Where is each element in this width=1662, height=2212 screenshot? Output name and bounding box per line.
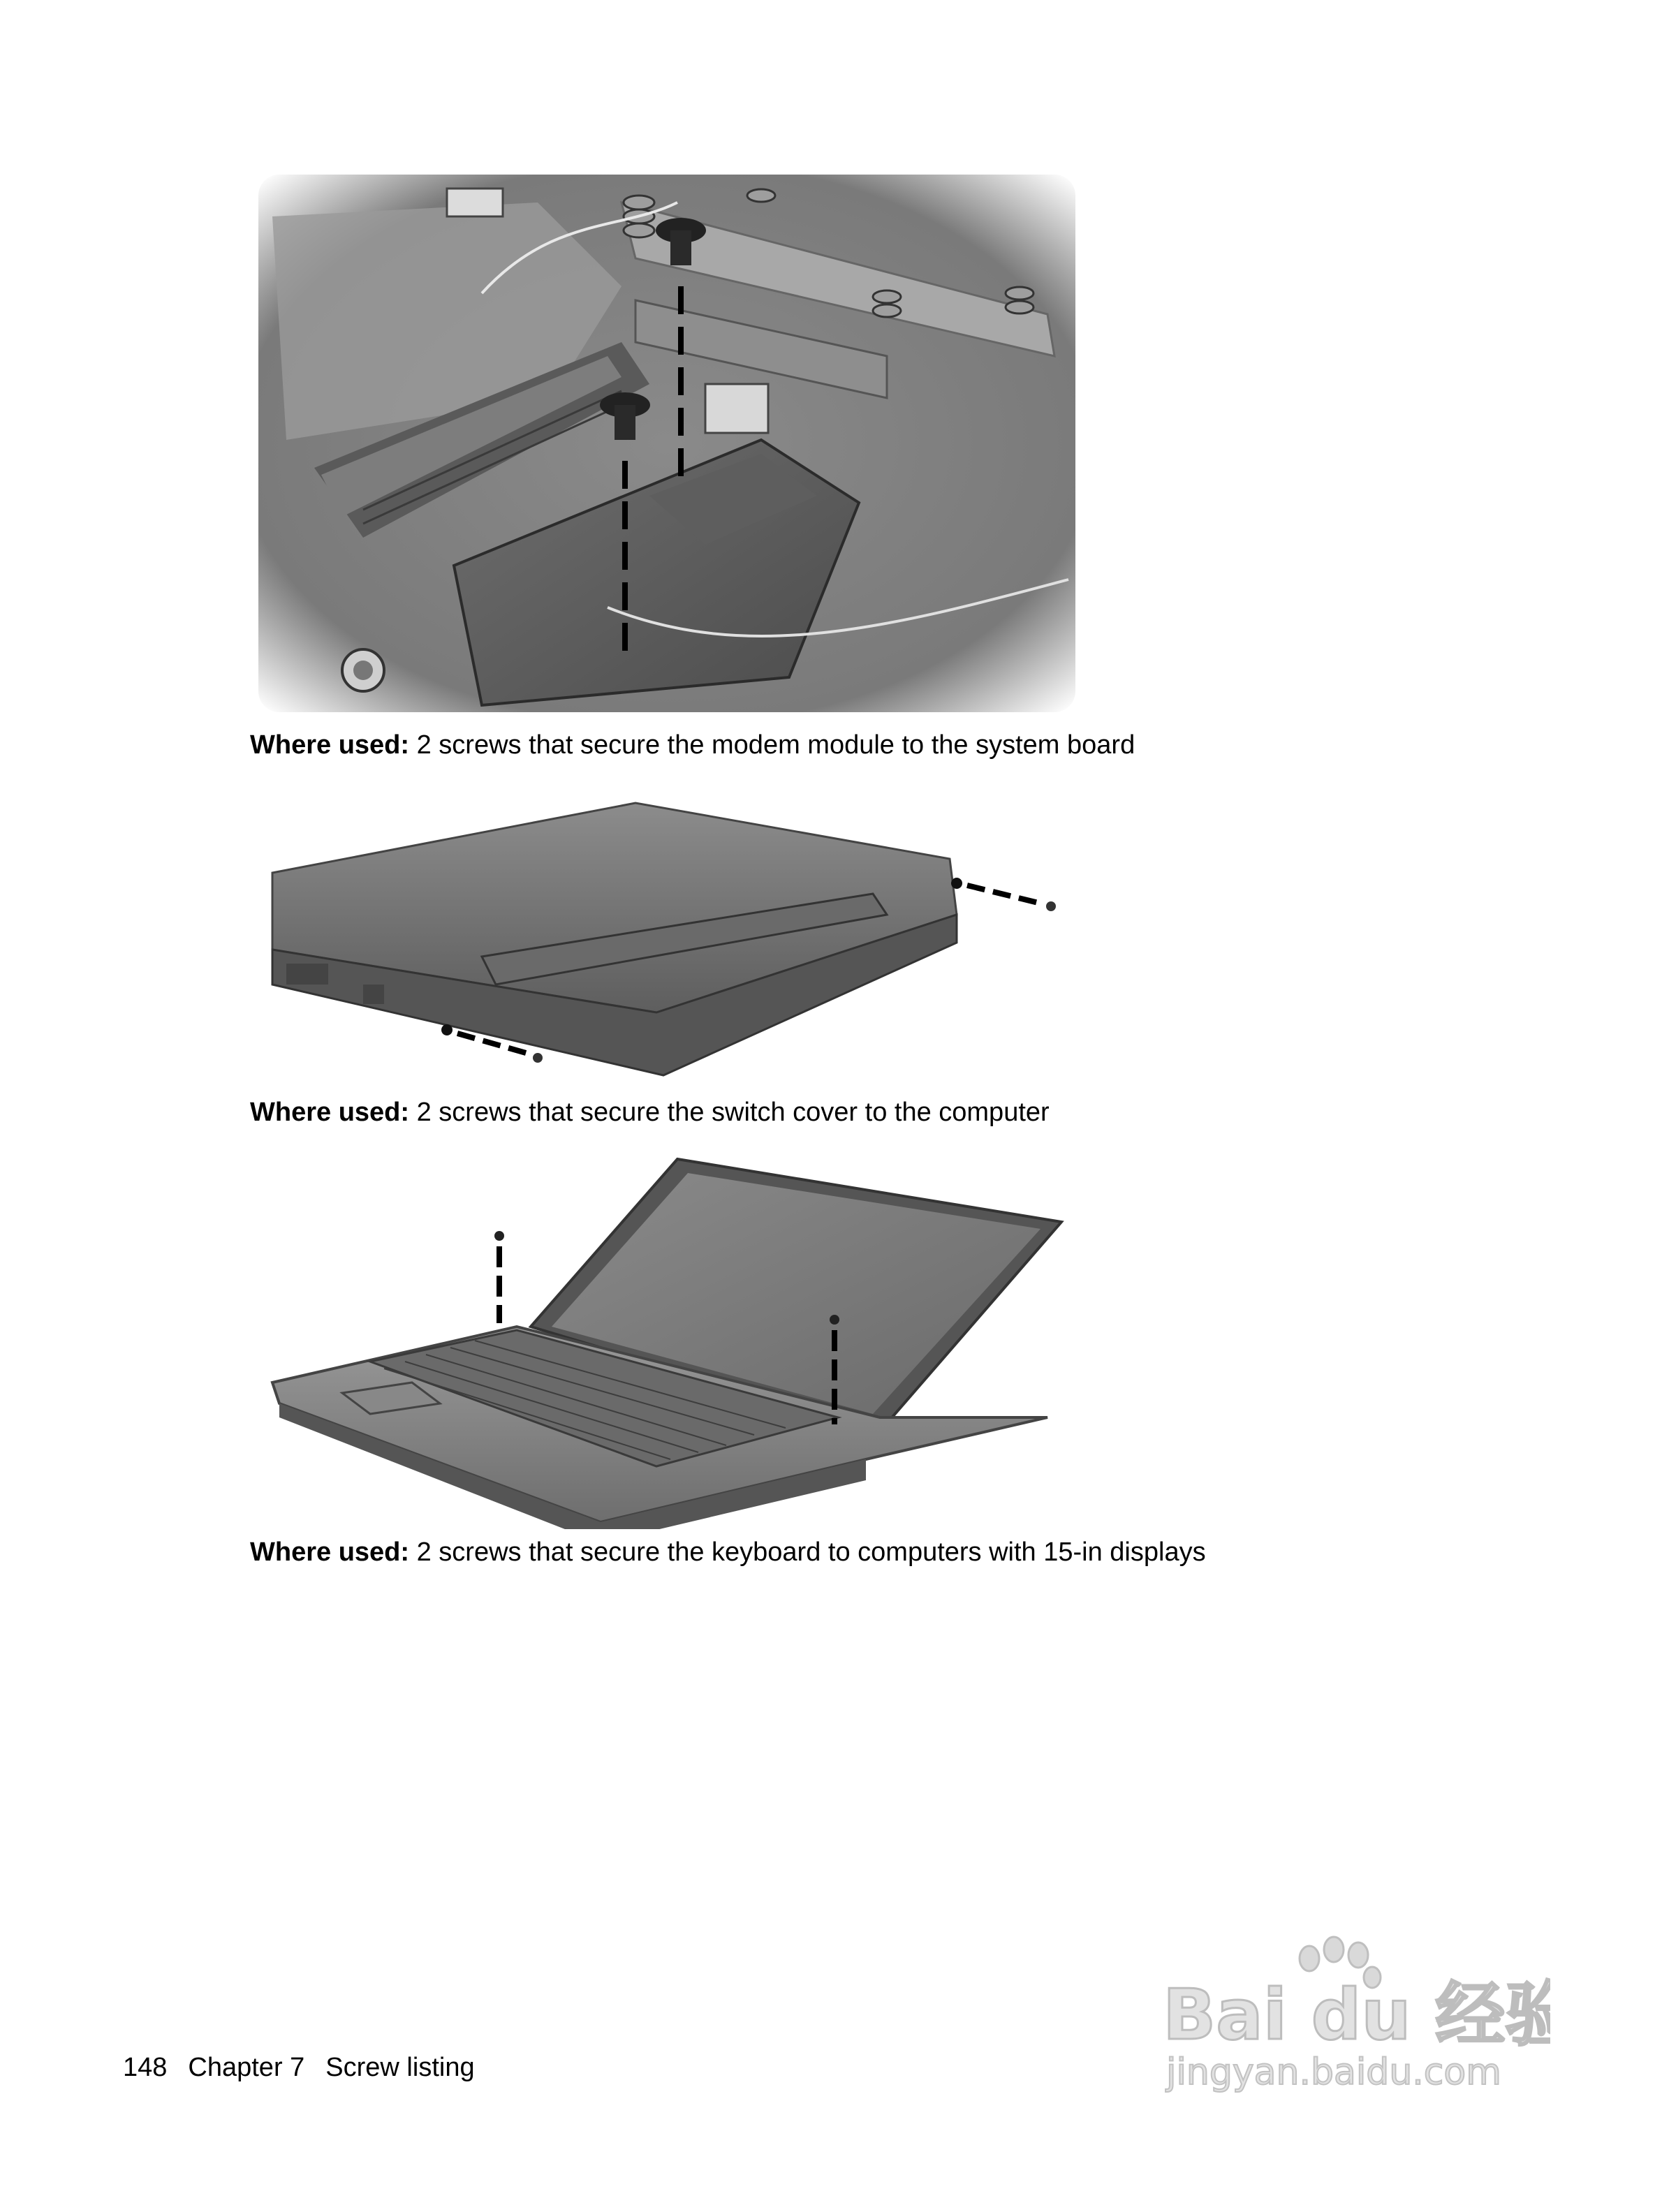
caption-switch-cover xyxy=(250,1096,1050,1128)
section-label: Screw listing xyxy=(325,2053,475,2082)
modem-module-illustration xyxy=(258,175,1075,712)
page-footer xyxy=(123,2053,496,2083)
caption-label: Where used: xyxy=(250,730,410,760)
screw-icon xyxy=(967,885,1056,911)
baidu-logo-icon xyxy=(1159,1934,1550,2095)
figure-keyboard xyxy=(265,1152,1075,1529)
keyboard-illustration xyxy=(265,1152,1075,1529)
caption-text: 2 screws that secure the modem module to the system board xyxy=(409,730,1135,760)
figure-modem-module xyxy=(258,175,1075,712)
caption-text: 2 screws that secure the keyboard to computers with 15-in displays xyxy=(409,1538,1206,1567)
figure-switch-cover xyxy=(258,796,1068,1089)
caption-text: 2 screws that secure the switch cover to the computer xyxy=(409,1098,1050,1127)
page-number: 148 xyxy=(123,2053,168,2082)
caption-modem-module xyxy=(250,729,1135,761)
caption-label: Where used: xyxy=(250,1538,410,1567)
caption-label: Where used: xyxy=(250,1098,410,1127)
watermark-url: jingyan.baidu.com xyxy=(1166,2051,1501,2093)
switch-cover-illustration xyxy=(258,796,1068,1089)
watermark-brand: Bai du 经验 xyxy=(1163,1974,1550,2056)
screw-icon xyxy=(494,1231,504,1323)
chapter-label: Chapter 7 xyxy=(188,2053,305,2082)
caption-keyboard xyxy=(250,1536,1206,1568)
baidu-watermark xyxy=(1159,1934,1550,2095)
